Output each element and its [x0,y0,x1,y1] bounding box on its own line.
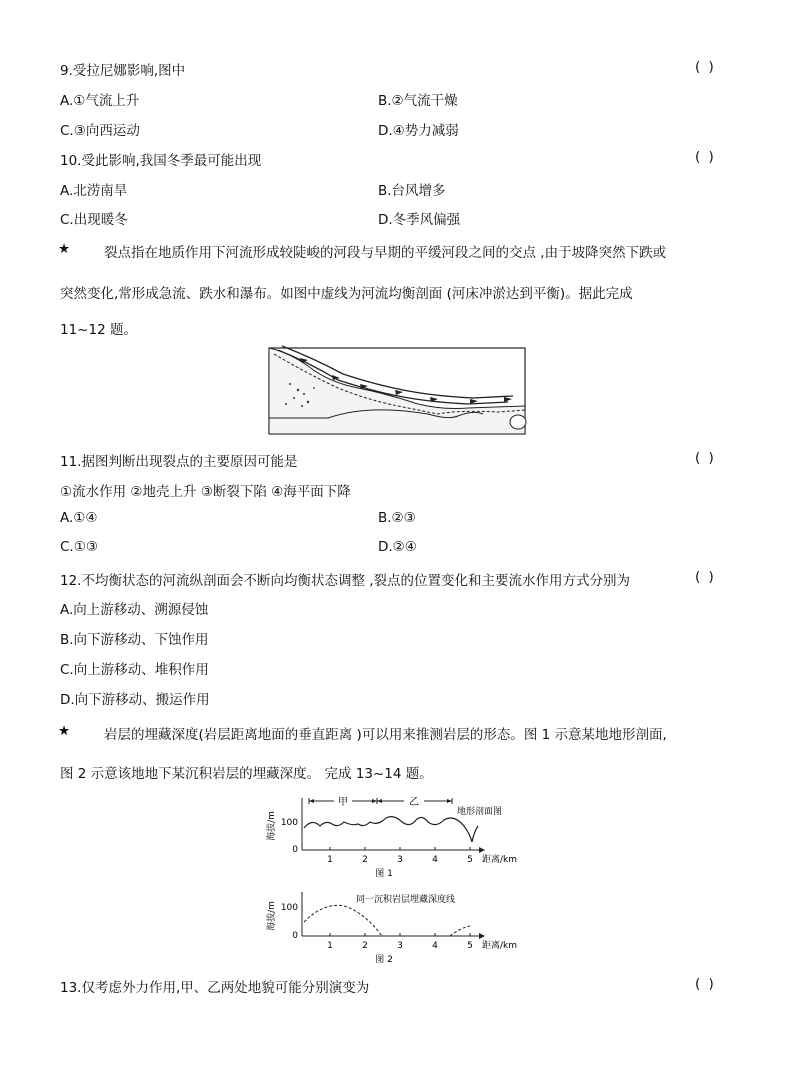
fig1-label-yi: 乙 [409,797,419,808]
fig1-curve-label: 地形剖面图 [457,807,503,817]
fig2-ytick-0: 0 [292,931,298,941]
fig2-xtick: 4 [432,941,438,951]
fig1-label-jia: 甲 [338,797,348,808]
q11-stem: 11.据图判断出现裂点的主要原因可能是 [60,454,298,470]
q12-option-a: A.向上游移动、溯源侵蚀 [60,602,209,618]
fig2-curve-label: 同一沉积岩层埋藏深度线 [356,895,456,905]
fig1-xlabel: 距离/km [482,855,518,865]
fig2-xtick: 1 [327,941,333,951]
fig2-xtick: 3 [397,941,403,951]
q13-stem: 13.仅考虑外力作用,甲、乙两处地貌可能分别演变为 [60,980,370,996]
fig1-terrain-curve [304,817,478,842]
fig1-caption: 图 1 [375,869,393,879]
fig2-xtick: 2 [362,941,368,951]
q12-option-d: D.向下游移动、搬运作用 [60,692,210,708]
q10-stem: 10.受此影响,我国冬季最可能出现 [60,153,262,169]
star-marker: ★ [58,723,71,739]
q9-stem: 9.受拉尼娜影响,图中 [60,63,186,79]
figure-1-terrain-profile [264,792,534,882]
fig2-depth-curve-right [450,926,470,936]
q9-option-b: B.②气流干燥 [378,93,458,109]
q11-option-b: B.②③ [378,510,416,526]
fig2-xlabel: 距离/km [482,941,518,951]
star-marker: ★ [58,241,71,257]
q13-answer-blank: ( ) [695,976,716,992]
q10-option-c: C.出现暖冬 [60,212,128,228]
q12-stem: 12.不均衡状态的河流纵剖面会不断向均衡状态调整 ,裂点的位置变化和主要流水作用方式分别为 [60,573,631,589]
q10-option-d: D.冬季风偏强 [378,212,461,228]
q10-answer-blank: ( ) [695,149,716,165]
q10-option-a: A.北涝南旱 [60,183,128,199]
fig2-xtick: 5 [467,941,473,951]
fig1-xtick: 1 [327,855,333,865]
q9-option-a: A.①气流上升 [60,93,140,109]
fig1-ytick-0: 0 [292,845,298,855]
q11-option-a: A.①④ [60,510,98,526]
passage1-line3: 11~12 题。 [60,322,137,338]
q9-option-c: C.③向西运动 [60,123,140,139]
q11-statement-options: ①流水作用 ②地壳上升 ③断裂下陷 ④海平面下降 [60,484,351,500]
q11-option-c: C.①③ [60,539,98,555]
passage2-line1: 岩层的埋藏深度(岩层距离地面的垂直距离 )可以用来推测岩层的形态。图 1 示意某地地形剖面, [104,727,667,743]
passage1-line1: 裂点指在地质作用下河流形成较陡峻的河段与早期的平缓河段之间的交点 ,由于坡降突然下跌或 [104,245,667,261]
river-profile-figure [268,344,528,438]
passage2-line2: 图 2 示意该地地下某沉积岩层的埋藏深度。 完成 13~14 题。 [60,766,433,782]
q12-option-c: C.向上游移动、堆积作用 [60,662,209,678]
q9-option-d: D.④势力减弱 [378,123,459,139]
q12-option-b: B.向下游移动、下蚀作用 [60,632,209,648]
fig2-ytick-100: 100 [280,903,298,913]
q9-answer-blank: ( ) [695,59,716,75]
q11-answer-blank: ( ) [695,450,716,466]
q11-option-d: D.②④ [378,539,417,555]
fig1-xtick: 3 [397,855,403,865]
fig1-ylabel: 海拔/m [267,811,277,841]
fig1-ytick-100: 100 [280,818,298,828]
fig2-depth-curve-left [304,905,382,936]
fig1-xtick: 4 [432,855,438,865]
fig1-xtick: 2 [362,855,368,865]
fig1-xtick: 5 [467,855,473,865]
q10-option-b: B.台风增多 [378,183,446,199]
fig2-ylabel: 海拔/m [267,901,277,931]
q12-answer-blank: ( ) [695,569,716,585]
passage1-line2: 突然变化,常形成急流、跌水和瀑布。如图中虚线为河流均衡剖面 (河床冲淤达到平衡)。据此完成 [60,286,633,302]
figure-2-burial-depth [264,886,534,968]
fig2-caption: 图 2 [375,955,393,965]
